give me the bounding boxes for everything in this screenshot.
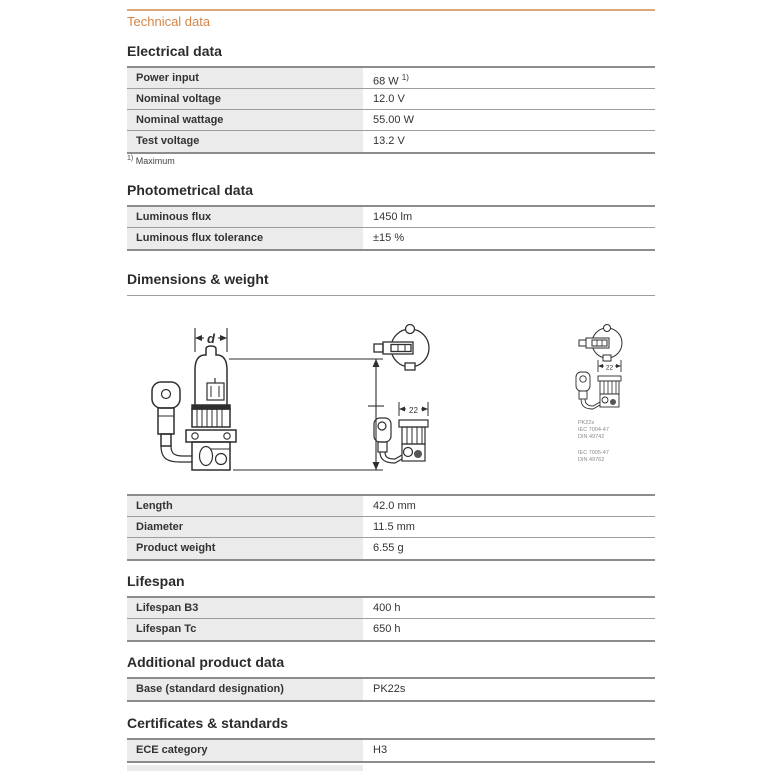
- dimension-label-d: d: [207, 331, 215, 346]
- table-row: [127, 598, 655, 619]
- product-dimension-drawings: [127, 298, 655, 493]
- table-dimensions: [127, 494, 655, 561]
- table-row: [127, 517, 655, 538]
- tab-technical-data[interactable]: Technical data: [127, 14, 211, 29]
- table-row: [127, 89, 655, 110]
- section-title-dimensions: Dimensions & weight: [127, 271, 269, 287]
- table-row: [127, 496, 655, 517]
- standard-din-2: DIN 49762: [578, 457, 605, 463]
- standards-text-block: [578, 420, 609, 463]
- row-value: 11.5 mm: [373, 521, 415, 533]
- section-divider: [127, 295, 655, 296]
- footnote-marker: 1): [127, 155, 134, 162]
- table-row: [127, 131, 655, 152]
- table-certificates: [127, 738, 655, 763]
- row-value: H3: [373, 744, 388, 756]
- row-label: Length: [127, 496, 363, 516]
- table-photometrical: [127, 205, 655, 251]
- footnote: [127, 155, 655, 166]
- table-row-partial: [127, 765, 363, 771]
- standard-base-code: PK22s: [578, 420, 595, 426]
- section-title-lifespan: Lifespan: [127, 573, 185, 589]
- row-value: PK22s: [373, 683, 406, 695]
- row-label: Lifespan Tc: [127, 619, 363, 640]
- row-value: 13.2 V: [373, 135, 405, 147]
- table-electrical: [127, 66, 655, 154]
- table-row: [127, 740, 655, 761]
- footnote-marker: 1): [401, 73, 409, 82]
- standard-iec-1: IEC 7004-47: [578, 427, 609, 433]
- row-value: 42.0 mm: [373, 500, 416, 512]
- row-label: Luminous flux: [127, 207, 363, 227]
- table-row: [127, 619, 655, 640]
- row-label: Product weight: [127, 538, 363, 559]
- tab-underline: [127, 9, 655, 11]
- section-title-electrical: Electrical data: [127, 43, 222, 59]
- row-value: 55.00 W: [373, 114, 414, 126]
- row-label: Test voltage: [127, 131, 363, 152]
- row-value: ±15 %: [373, 232, 405, 244]
- standard-iec-2: IEC 7005-47: [578, 450, 609, 456]
- row-value: 68 W $^{1)}$: [373, 73, 409, 88]
- standard-din-1: DIN 49742: [578, 434, 605, 440]
- dimension-label-22-right: 22: [605, 364, 614, 372]
- row-label: Base (standard designation): [127, 679, 363, 700]
- table-row: [127, 68, 655, 89]
- row-label: ECE category: [127, 740, 363, 761]
- row-value: 6.55 g: [373, 542, 404, 554]
- row-label: Nominal wattage: [127, 110, 363, 130]
- row-value: 1450 lm: [373, 211, 413, 223]
- table-row: [127, 207, 655, 228]
- table-row: [127, 110, 655, 131]
- table-row: [127, 228, 655, 249]
- section-title-certificates: Certificates & standards: [127, 715, 289, 731]
- bulb-technical-drawing-svg: [127, 298, 655, 493]
- row-label: Nominal voltage: [127, 89, 363, 109]
- row-value: 650 h: [373, 623, 401, 635]
- footnote-text: Maximum: [135, 156, 175, 166]
- table-row: [127, 679, 655, 700]
- row-label: Luminous flux tolerance: [127, 228, 363, 249]
- table-row: [127, 538, 655, 559]
- row-label: Lifespan B3: [127, 598, 363, 618]
- row-value: 12.0 V: [373, 93, 405, 105]
- section-title-additional: Additional product data: [127, 654, 285, 670]
- row-label: Power input: [127, 68, 363, 88]
- row-value: 400 h: [373, 602, 401, 614]
- row-label: Diameter: [127, 517, 363, 537]
- dimension-label-22-mid: 22: [409, 406, 418, 415]
- table-additional: [127, 677, 655, 702]
- table-lifespan: [127, 596, 655, 642]
- section-title-photometrical: Photometrical data: [127, 182, 254, 198]
